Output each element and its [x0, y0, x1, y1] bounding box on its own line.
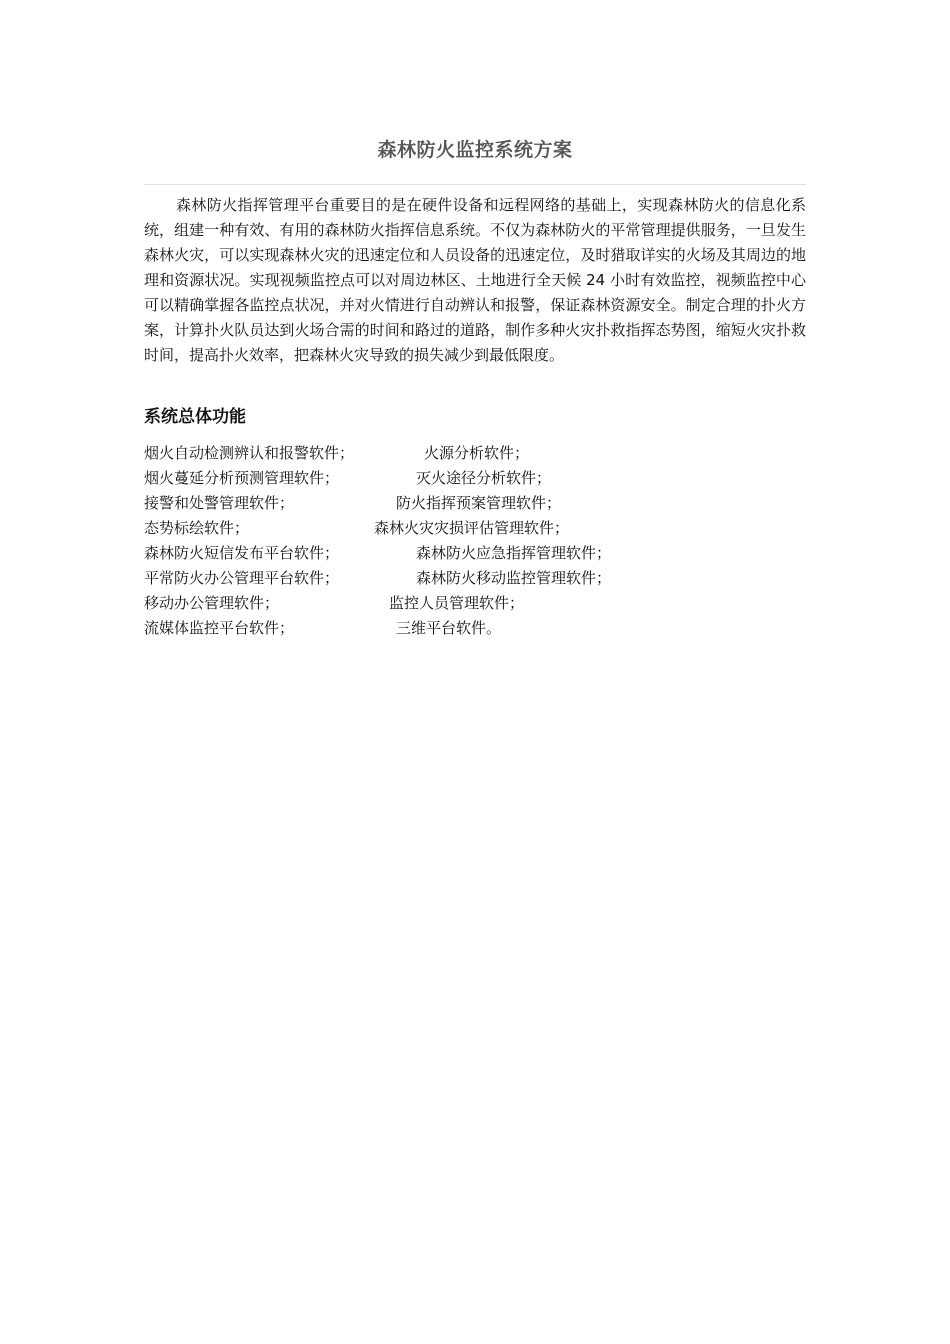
section-heading: 系统总体功能: [144, 407, 246, 427]
feature-item-left: 流媒体监控平台软件；: [144, 619, 295, 637]
feature-item-right: 森林防火应急指挥管理软件；: [416, 544, 612, 562]
feature-item-right: 森林火灾灾损评估管理软件；: [374, 519, 570, 537]
document-title: 森林防火监控系统方案: [377, 139, 573, 161]
feature-row: [144, 566, 806, 591]
feature-row: [144, 491, 806, 516]
feature-item-left: 烟火蔓延分析预测管理软件；: [144, 469, 340, 487]
feature-item-left: 态势标绘软件；: [144, 519, 250, 537]
feature-item-right: 防火指挥预案管理软件；: [396, 494, 562, 512]
feature-item-right: 监控人员管理软件；: [389, 594, 525, 612]
intro-paragraph: 森林防火指挥管理平台重要目的是在硬件设备和远程网络的基础上，实现森林防火的信息化系统，组建一种有效、有用的森林防火指挥信息系统。不仅为森林防火的平常管理提供服务，一旦发生森林火灾，可以实现森林火灾的迅速定位和人员设备的迅速定位，及时猎取详实的火场及其周边的地理和资源状况。实现视频监控点可以对周边林区、土地进行全天候 24 小时有效监控，视频监控中心可以精确掌握各监控点状况，并对火情进行自动辨认和报警，保证森林资源安全。制定合理的扑火方案，计算扑火队员达到火场合需的时间和路过的道路，制作多种火灾扑救指挥态势图，缩短火灾扑救时间，提高扑火效率，把森林火灾导致的损失减少到最低限度。: [144, 196, 806, 364]
title-divider: [144, 184, 806, 185]
feature-item-left: 平常防火办公管理平台软件；: [144, 569, 340, 587]
feature-item-right: 火源分析软件；: [424, 444, 530, 462]
feature-row: [144, 541, 806, 566]
feature-row: [144, 591, 806, 616]
feature-row: [144, 466, 806, 491]
feature-item-right: 三维平台软件。: [396, 619, 502, 637]
feature-item-right: 森林防火移动监控管理软件；: [416, 569, 612, 587]
feature-item-right: 灭火途径分析软件；: [416, 469, 552, 487]
feature-row: [144, 441, 806, 466]
feature-item-left: 森林防火短信发布平台软件；: [144, 544, 340, 562]
feature-item-left: 移动办公管理软件；: [144, 594, 280, 612]
feature-item-left: 烟火自动检测辨认和报警软件；: [144, 444, 355, 462]
feature-row: [144, 616, 806, 641]
feature-item-left: 接警和处警管理软件；: [144, 494, 295, 512]
feature-row: [144, 516, 806, 541]
feature-list: [144, 441, 806, 641]
